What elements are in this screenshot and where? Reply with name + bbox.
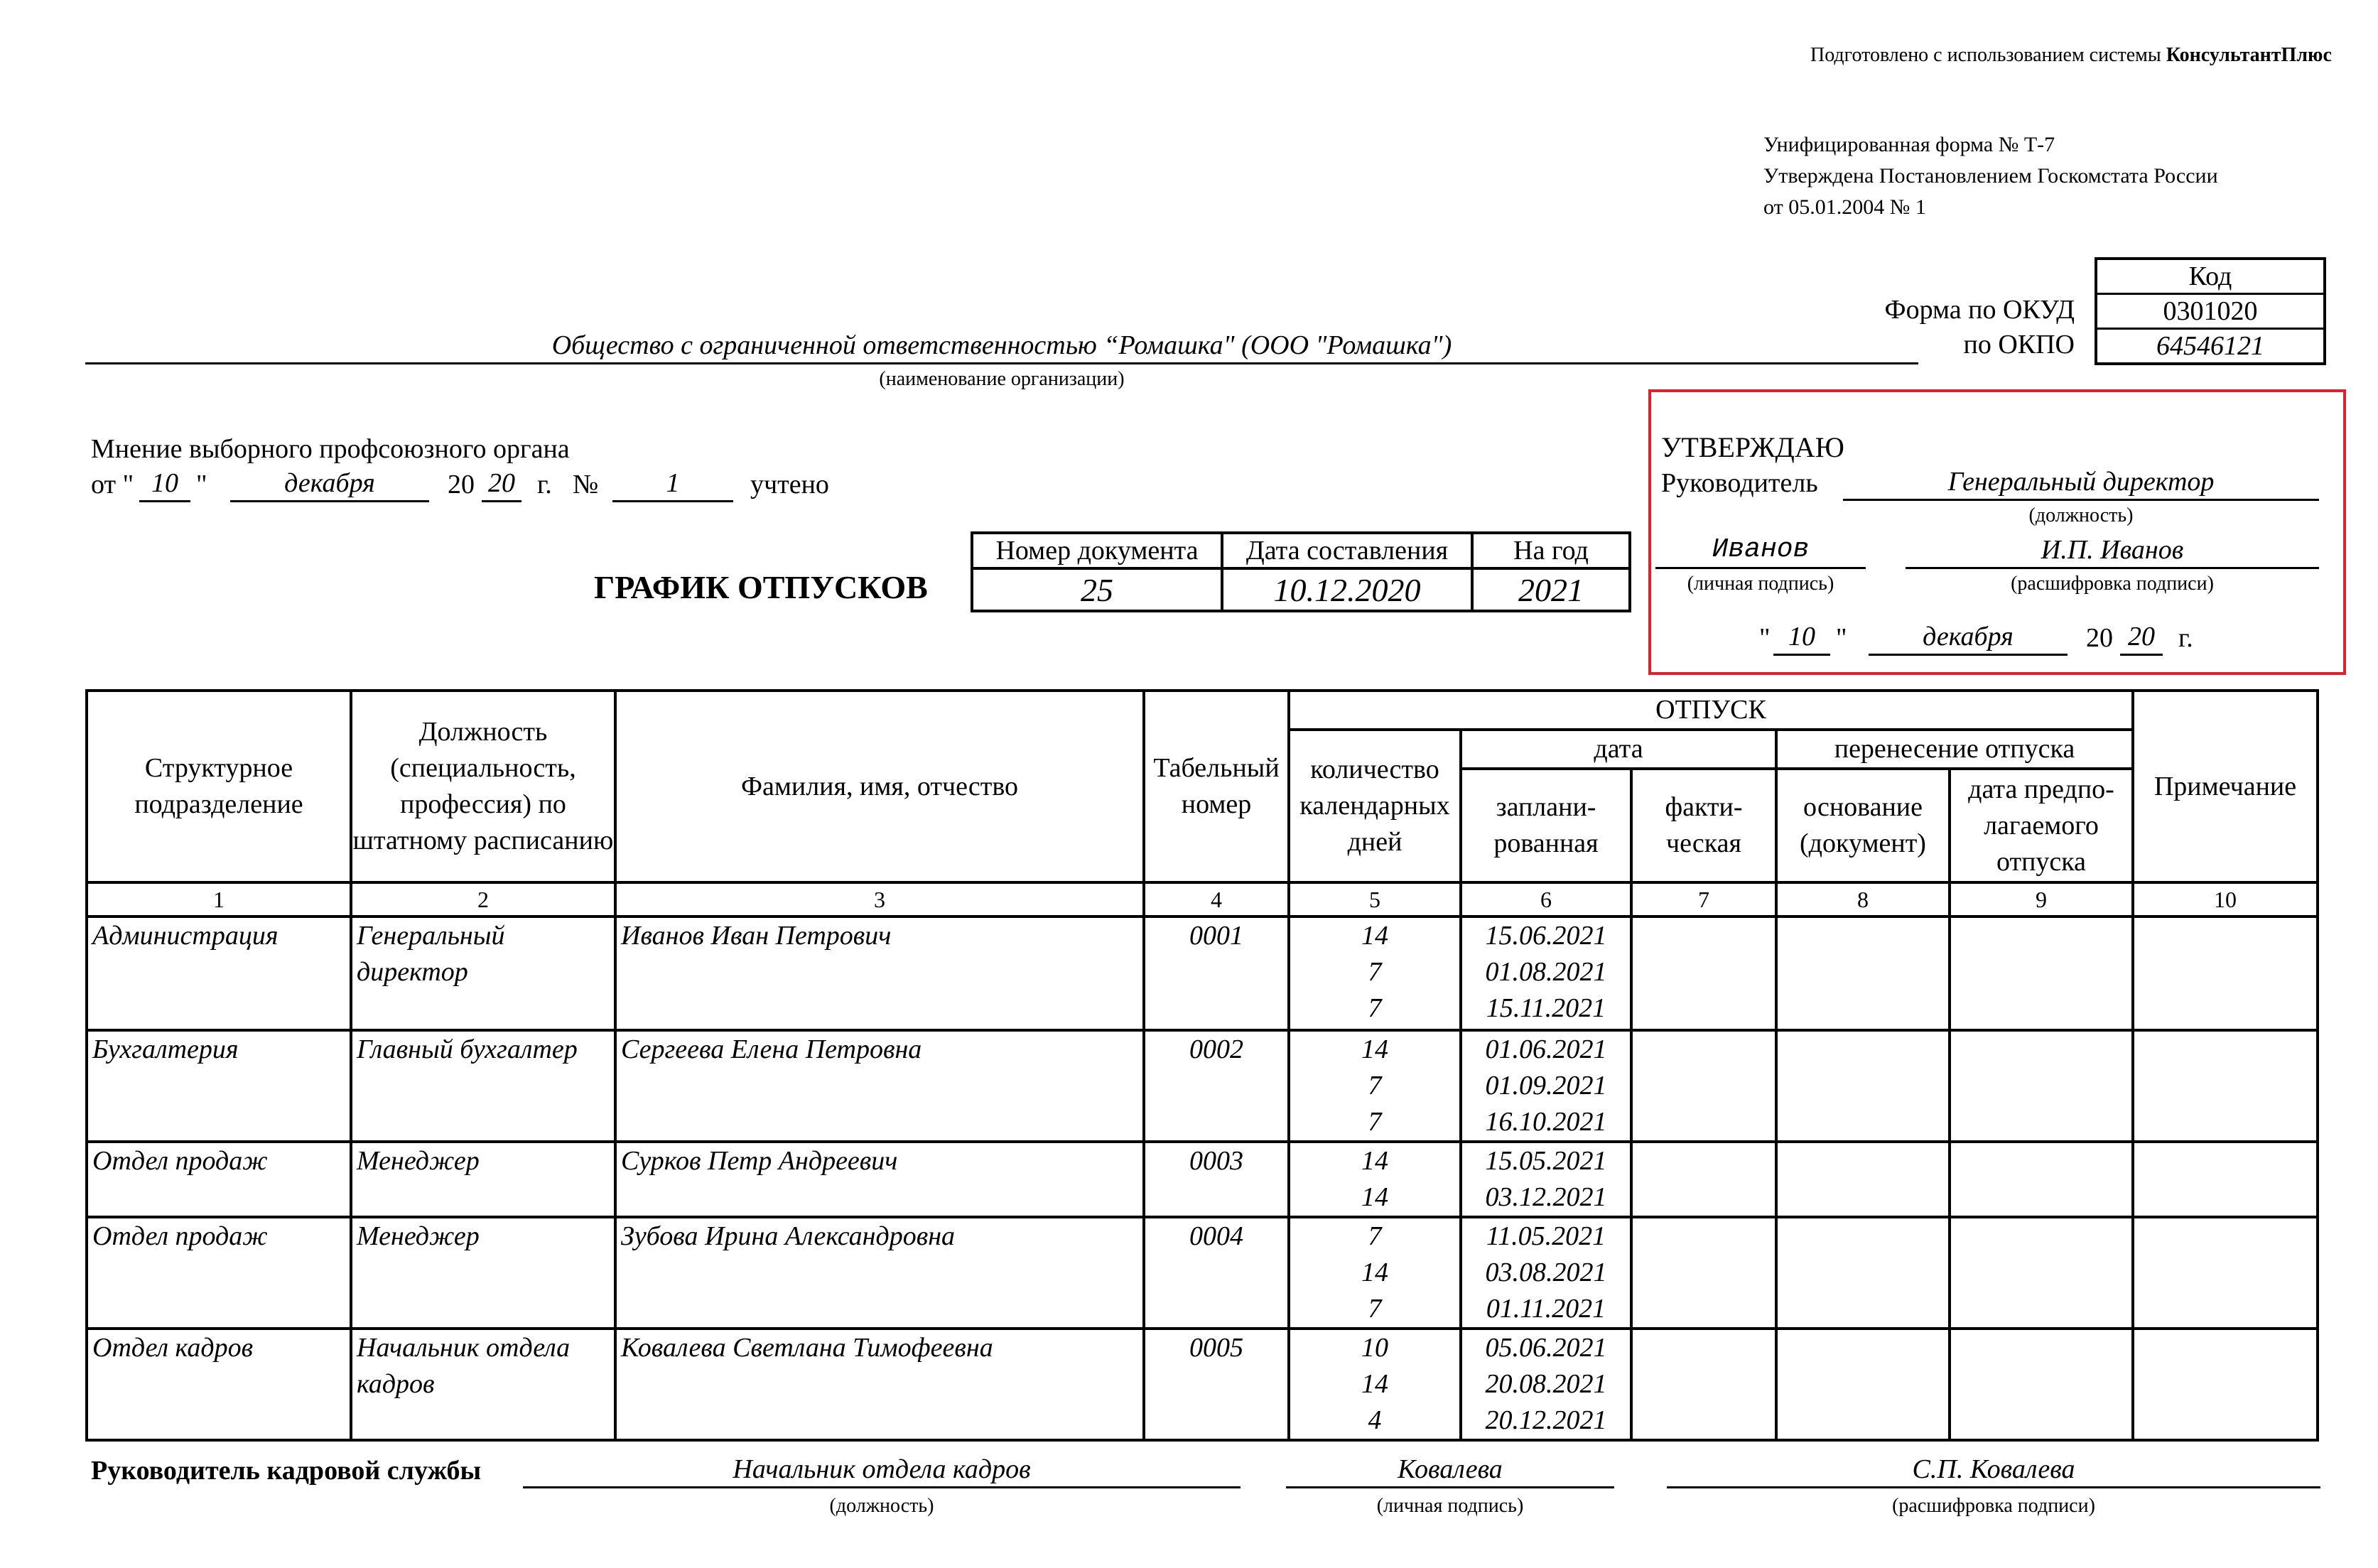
cell-tab: 0003 xyxy=(1144,1142,1289,1217)
cell-planned xyxy=(1461,1217,1631,1329)
footer-position: Начальник отдела кадров xyxy=(733,1454,1031,1484)
cell-basis xyxy=(1776,1030,1950,1142)
column-number: 3 xyxy=(615,882,1144,917)
table-row xyxy=(87,1329,2318,1440)
column-number: 7 xyxy=(1631,882,1776,917)
document-info-table xyxy=(971,531,1631,612)
union-accounted: учтено xyxy=(750,470,829,499)
date-value: 01.11.2021 xyxy=(1486,1294,1606,1324)
cell-department: Отдел кадров xyxy=(87,1329,351,1440)
footer-label: Руководитель кадровой службы xyxy=(91,1456,482,1486)
doc-date-value: 10.12.2020 xyxy=(1222,568,1472,611)
cell-department: Отдел продаж xyxy=(87,1142,351,1217)
table-row xyxy=(87,917,2318,1030)
okpo-value: 64546121 xyxy=(2097,328,2323,362)
header-fio: Фамилия, имя, отчество xyxy=(615,691,1144,882)
approval-position-line xyxy=(1843,499,2319,501)
date-value: 16.10.2021 xyxy=(1485,1107,1607,1137)
cell-days xyxy=(1289,1217,1461,1329)
page-title: ГРАФИК ОТПУСКОВ xyxy=(594,569,928,605)
doc-number-header: Номер документа xyxy=(972,533,1222,568)
form-reference xyxy=(1763,129,2218,223)
approval-signature-caption: (личная подпись) xyxy=(1687,573,1834,595)
cell-note xyxy=(2133,1329,2318,1440)
header-actual: факти-ческая xyxy=(1631,769,1776,882)
cell-fio: Сурков Петр Андреевич xyxy=(615,1142,1144,1217)
days-value: 7 xyxy=(1368,1221,1382,1251)
union-number-line xyxy=(612,500,733,502)
doc-year-value: 2021 xyxy=(1472,568,1630,611)
cell-position: Главный бухгалтер xyxy=(351,1030,615,1142)
header-transfer: перенесение отпуска xyxy=(1776,730,2133,769)
table-row xyxy=(87,1142,2318,1217)
cell-days xyxy=(1289,917,1461,1030)
header-note: Примечание xyxy=(2133,691,2318,882)
footer-position-line xyxy=(523,1486,1241,1488)
approval-position-caption: (должность) xyxy=(2028,504,2134,526)
prepared-note xyxy=(1810,44,2332,67)
table-row xyxy=(87,1217,2318,1329)
cell-fio: Иванов Иван Петрович xyxy=(615,917,1144,1030)
footer-decoded-line xyxy=(1667,1486,2320,1488)
footer-position-caption: (должность) xyxy=(829,1495,934,1517)
footer-signature-caption: (личная подпись) xyxy=(1376,1495,1524,1517)
footer-decoded-signature: С.П. Ковалева xyxy=(1912,1454,2075,1484)
cell-expected xyxy=(1950,1329,2133,1440)
date-value: 05.06.2021 xyxy=(1485,1333,1607,1363)
cell-tab: 0004 xyxy=(1144,1217,1289,1329)
cell-department: Администрация xyxy=(87,917,351,1030)
date-value: 15.11.2021 xyxy=(1486,993,1606,1023)
union-year-suffix: 20 xyxy=(488,468,515,498)
days-value: 7 xyxy=(1368,993,1382,1023)
table-row xyxy=(87,1030,2318,1142)
cell-position: Генеральный директор xyxy=(351,917,615,1030)
union-from-label: от " xyxy=(91,470,134,499)
date-value: 20.08.2021 xyxy=(1485,1369,1607,1399)
date-value: 03.08.2021 xyxy=(1485,1258,1607,1287)
code-table xyxy=(2095,257,2326,365)
column-number: 9 xyxy=(1950,882,2133,917)
footer-signature-line xyxy=(1286,1486,1614,1488)
days-value: 14 xyxy=(1361,1258,1388,1287)
cell-actual xyxy=(1631,1217,1776,1329)
cell-fio: Ковалева Светлана Тимофеевна xyxy=(615,1329,1144,1440)
approval-day: 10 xyxy=(1788,622,1815,651)
date-value: 15.06.2021 xyxy=(1485,921,1607,951)
date-value: 01.09.2021 xyxy=(1485,1071,1607,1101)
cell-position: Менеджер xyxy=(351,1142,615,1217)
okud-value: 0301020 xyxy=(2097,293,2323,328)
days-value: 14 xyxy=(1361,921,1388,951)
cell-note xyxy=(2133,917,2318,1030)
date-value: 01.08.2021 xyxy=(1485,957,1607,987)
date-value: 01.06.2021 xyxy=(1485,1034,1607,1064)
cell-actual xyxy=(1631,917,1776,1030)
date-value: 15.05.2021 xyxy=(1485,1146,1607,1176)
approval-signature-line xyxy=(1655,567,1866,569)
vacation-schedule-table xyxy=(85,689,2319,1442)
cell-fio: Сергеева Елена Петровна xyxy=(615,1030,1144,1142)
union-year-word: г. xyxy=(537,470,552,499)
form-line-1: Унифицированная форма № Т-7 xyxy=(1763,133,2055,156)
cell-fio: Зубова Ирина Александровна xyxy=(615,1217,1144,1329)
doc-year-header: На год xyxy=(1472,533,1630,568)
form-line-3: от 05.01.2004 № 1 xyxy=(1763,195,1926,219)
approval-year-prefix: 20 xyxy=(2086,623,2113,653)
union-month-line xyxy=(230,500,429,502)
cell-planned xyxy=(1461,1142,1631,1217)
approval-decoded-signature: И.П. Иванов xyxy=(2041,535,2184,565)
union-number: 1 xyxy=(666,468,680,498)
header-planned: заплани-рованная xyxy=(1461,769,1631,882)
days-value: 10 xyxy=(1361,1333,1388,1363)
days-value: 7 xyxy=(1368,1107,1382,1137)
days-value: 14 xyxy=(1361,1182,1388,1212)
cell-days xyxy=(1289,1142,1461,1217)
cell-planned xyxy=(1461,1030,1631,1142)
cell-planned xyxy=(1461,1329,1631,1440)
organization-underline xyxy=(85,362,1918,364)
header-date: дата xyxy=(1461,730,1776,769)
approval-day-line xyxy=(1773,654,1830,656)
cell-tab: 0001 xyxy=(1144,917,1289,1030)
approval-year-line xyxy=(2120,654,2163,656)
date-value: 20.12.2021 xyxy=(1485,1405,1607,1435)
column-number: 8 xyxy=(1776,882,1950,917)
days-value: 4 xyxy=(1368,1405,1382,1435)
cell-actual xyxy=(1631,1329,1776,1440)
organization-name: Общество с ограниченной ответственностью “Ромашка" (ООО "Ромашка") xyxy=(551,330,1452,360)
column-number: 1 xyxy=(87,882,351,917)
cell-position: Начальник отдела кадров xyxy=(351,1329,615,1440)
approval-quote-open: " xyxy=(1759,623,1771,653)
prepared-brand: КонсультантПлюс xyxy=(2166,44,2332,66)
union-day: 10 xyxy=(151,468,178,498)
cell-days xyxy=(1289,1329,1461,1440)
footer-signature: Ковалева xyxy=(1398,1454,1503,1484)
cell-basis xyxy=(1776,1329,1950,1440)
cell-expected xyxy=(1950,917,2133,1030)
okud-label: Форма по ОКУД xyxy=(1884,295,2075,325)
approval-title: УТВЕРЖДАЮ xyxy=(1661,431,1844,463)
cell-note xyxy=(2133,1142,2318,1217)
date-value: 03.12.2021 xyxy=(1485,1182,1607,1212)
column-number: 6 xyxy=(1461,882,1631,917)
cell-expected xyxy=(1950,1030,2133,1142)
cell-actual xyxy=(1631,1030,1776,1142)
header-vacation: ОТПУСК xyxy=(1289,691,2133,730)
header-tab-number: Табельный номер xyxy=(1144,691,1289,882)
union-year-line xyxy=(482,500,521,502)
cell-basis xyxy=(1776,917,1950,1030)
union-number-sign: № xyxy=(573,470,599,499)
days-value: 7 xyxy=(1368,1071,1382,1101)
union-day-line xyxy=(139,500,190,502)
days-value: 14 xyxy=(1361,1034,1388,1064)
header-days: количество календарных дней xyxy=(1289,730,1461,882)
cell-expected xyxy=(1950,1217,2133,1329)
cell-basis xyxy=(1776,1142,1950,1217)
cell-basis xyxy=(1776,1217,1950,1329)
days-value: 14 xyxy=(1361,1369,1388,1399)
header-department: Структурное подразделение xyxy=(87,691,351,882)
approval-year-suffix: 20 xyxy=(2128,622,2155,651)
cell-expected xyxy=(1950,1142,2133,1217)
approval-decoded-caption: (расшифровка подписи) xyxy=(2011,573,2214,595)
date-value: 11.05.2021 xyxy=(1486,1221,1606,1251)
union-quote-close: " xyxy=(196,470,207,499)
cell-note xyxy=(2133,1030,2318,1142)
cell-tab: 0002 xyxy=(1144,1030,1289,1142)
form-line-2: Утверждена Постановлением Госкомстата России xyxy=(1763,164,2218,188)
union-year-prefix: 20 xyxy=(448,470,475,499)
approval-quote-close: " xyxy=(1836,623,1847,653)
approval-position: Генеральный директор xyxy=(1947,467,2215,497)
union-month: декабря xyxy=(284,468,375,498)
approval-head-label: Руководитель xyxy=(1661,468,1818,498)
cell-actual xyxy=(1631,1142,1776,1217)
cell-days xyxy=(1289,1030,1461,1142)
prepared-prefix: Подготовлено с использованием системы xyxy=(1810,44,2166,66)
approval-decoded-line xyxy=(1906,567,2319,569)
cell-department: Отдел продаж xyxy=(87,1217,351,1329)
organization-caption: (наименование организации) xyxy=(879,368,1125,390)
header-position: Должность (специальность, профессия) по штатному расписанию xyxy=(351,691,615,882)
days-value: 7 xyxy=(1368,1294,1382,1324)
column-number: 2 xyxy=(351,882,615,917)
union-opinion-title: Мнение выборного профсоюзного органа xyxy=(91,434,570,464)
cell-position: Менеджер xyxy=(351,1217,615,1329)
doc-date-header: Дата составления xyxy=(1222,533,1472,568)
approval-signature: Иванов xyxy=(1712,534,1810,565)
doc-number-value: 25 xyxy=(972,568,1222,611)
cell-tab: 0005 xyxy=(1144,1329,1289,1440)
cell-note xyxy=(2133,1217,2318,1329)
cell-planned xyxy=(1461,917,1631,1030)
okpo-label: по ОКПО xyxy=(1963,330,2075,359)
column-number: 4 xyxy=(1144,882,1289,917)
cell-department: Бухгалтерия xyxy=(87,1030,351,1142)
column-number: 10 xyxy=(2133,882,2318,917)
days-value: 14 xyxy=(1361,1146,1388,1176)
footer-decoded-caption: (расшифровка подписи) xyxy=(1892,1495,2095,1517)
header-basis: основание (документ) xyxy=(1776,769,1950,882)
column-number: 5 xyxy=(1289,882,1461,917)
approval-year-word: г. xyxy=(2178,623,2193,653)
code-header: Код xyxy=(2188,261,2232,291)
approval-month: декабря xyxy=(1923,622,2014,651)
days-value: 7 xyxy=(1368,957,1382,987)
header-expected: дата предпо-лагаемого отпуска xyxy=(1950,769,2133,882)
approval-month-line xyxy=(1869,654,2068,656)
